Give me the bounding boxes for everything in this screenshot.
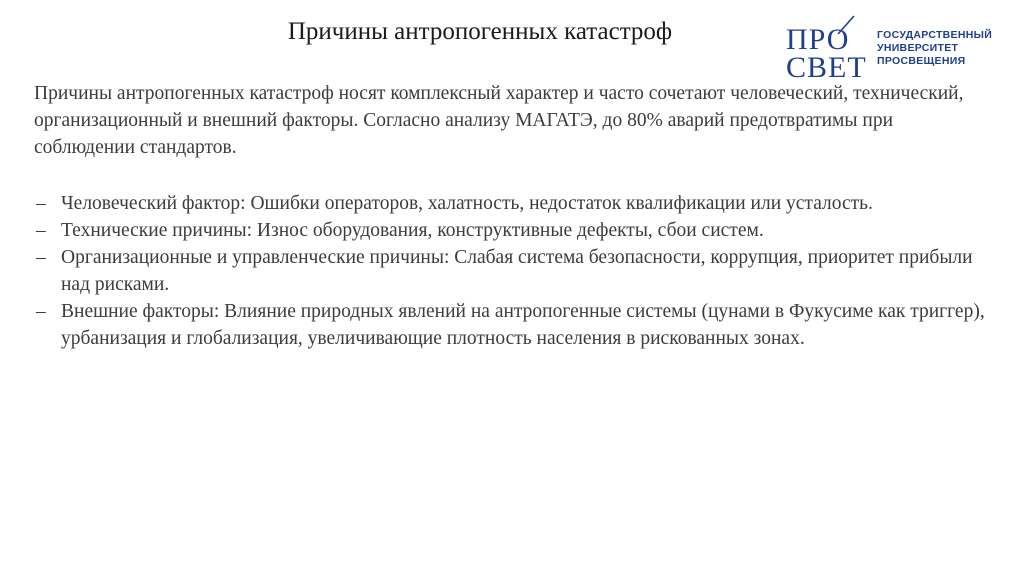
bullet-dash: – — [36, 301, 46, 322]
bullet-text: Технические причины: Износ оборудования, конструктивные дефекты, сбои систем. — [61, 220, 764, 241]
bullet-dash: – — [36, 193, 46, 214]
list-item — [34, 190, 994, 217]
logo-text-line: ПРОСВЕЩЕНИЯ — [877, 55, 966, 67]
logo-text — [877, 29, 992, 68]
logo-text-line: ГОСУДАРСТВЕННЫЙ — [877, 29, 993, 41]
list-item — [34, 217, 994, 244]
slide-content — [34, 80, 994, 352]
bullet-text: Внешние факторы: Влияние природных явлений на антропогенные системы (цунами в Фукусиме как триггер), урбанизация и глобализация, увеличивающие плотность населения в рискованных зонах. — [61, 301, 985, 349]
list-item — [34, 244, 994, 298]
bullet-text: Человеческий фактор: Ошибки операторов, халатность, недостаток квалификации или усталость. — [61, 193, 873, 214]
logo-mark-line1: ПРО — [786, 23, 850, 56]
bullet-list — [34, 190, 994, 352]
university-logo — [780, 14, 1010, 84]
slide-title: Причины антропогенных катастроф — [287, 18, 673, 45]
list-item — [34, 298, 994, 352]
bullet-dash: – — [36, 247, 46, 268]
intro-paragraph: Причины антропогенных катастроф носят комплексный характер и часто сочетают человеческий, технический, организационный и внешний факторы. Согласно анализу МАГАТЭ, до 80% аварий предотвратимы при соблюдении стандартов. — [34, 83, 964, 158]
logo-mark-line2: СВЕТ — [786, 51, 867, 84]
logo-text-line: УНИВЕРСИТЕТ — [877, 42, 959, 54]
bullet-dash: – — [36, 220, 46, 241]
bullet-text: Организационные и управленческие причины: Слабая система безопасности, коррупция, приоритет прибыли над рисками. — [61, 247, 973, 295]
prosvet-logo-mark — [780, 14, 876, 84]
